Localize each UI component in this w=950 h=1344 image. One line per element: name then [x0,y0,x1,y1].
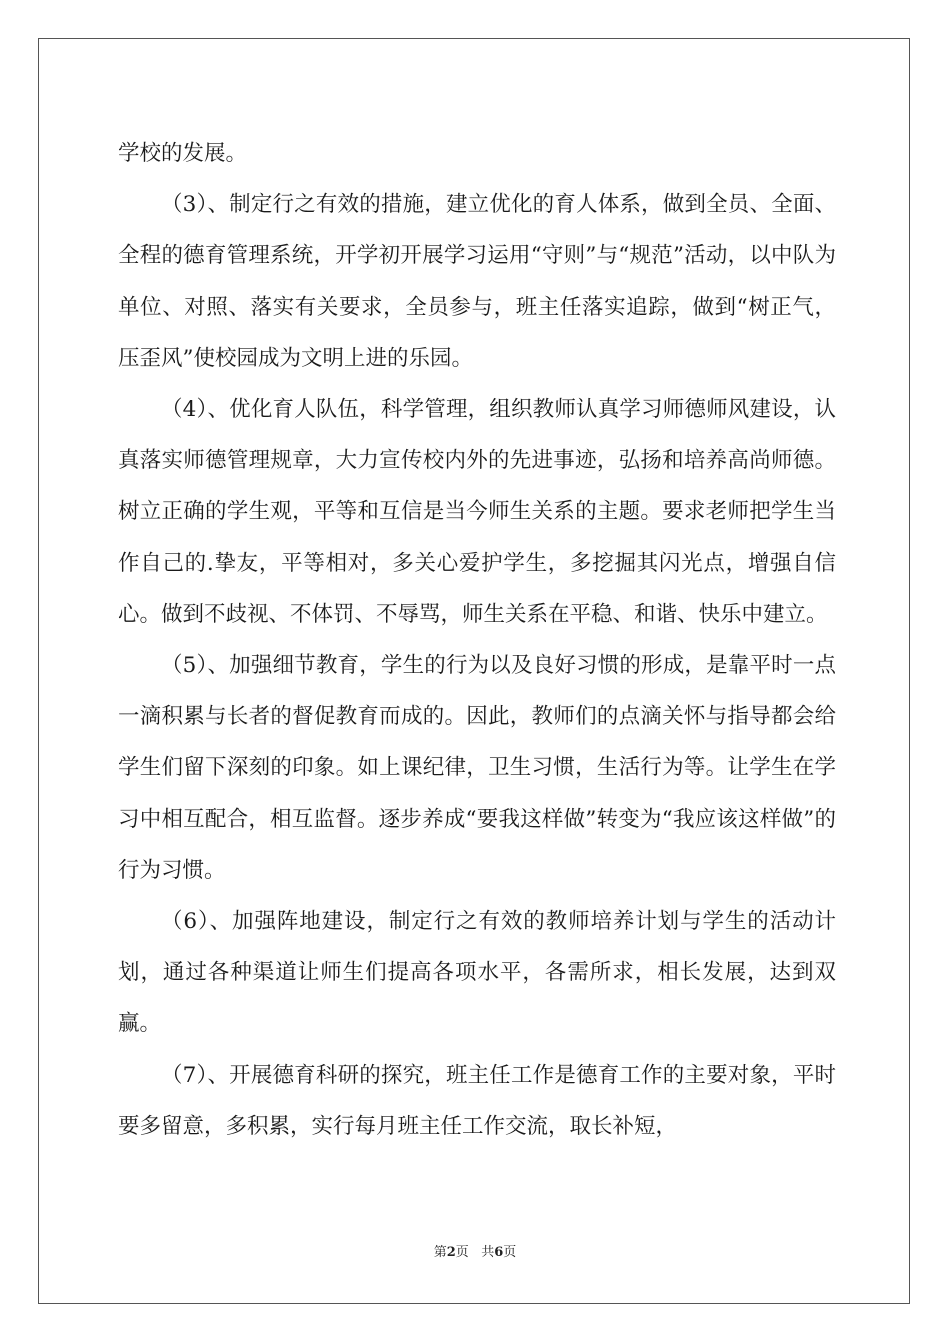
page-number: 2 [446,1245,456,1260]
page-footer [0,1244,950,1262]
paragraph-item-5: （5）、加强细节教育，学生的行为以及良好习惯的形成，是靠平时一点一滴积累与长者的督促教育而成的。因此，教师们的点滴关怀与指导都会给学生们留下深刻的印象。如上课纪律，卫生习惯，生活行为等。让学生在学习中相互配合，相互监督。逐步养成“要我这样做”转变为“我应该这样做”的行为习惯。 [118,653,836,883]
total-suffix: 页 [503,1245,517,1260]
paragraph-item-7: （7）、开展德育科研的探究，班主任工作是德育工作的主要对象，平时要多留意，多积累，实行每月班主任工作交流，取长补短， [118,1062,836,1139]
paragraph-item-4: （4）、优化育人队伍，科学管理，组织教师认真学习师德师风建设，认真落实师德管理规章，大力宣传校内外的先进事迹，弘扬和培养高尚师德。树立正确的学生观，平等和互信是当今师生关系的主题。要求老师把学生当作自己的.挚友，平等相对，多关心爱护学生，多挖掘其闪光点，增强自信心。做到不歧视、不体罚、不辱骂，师生关系在平稳、和谐、快乐中建立。 [118,397,836,627]
document-body [118,128,836,1152]
page-prefix: 第 [433,1245,447,1260]
paragraph-item-6: （6）、加强阵地建设，制定行之有效的教师培养计划与学生的活动计划，通过各种渠道让师生们提高各项水平，各需所求，相长发展，达到双赢。 [118,909,836,1037]
paragraph-item-3: （3）、制定行之有效的措施，建立优化的育人体系，做到全员、全面、全程的德育管理系统，开学初开展学习运用“守则”与“规范”活动，以中队为单位、对照、落实有关要求，全员参与，班主任落实追踪，做到“树正气，压歪风”使校园成为文明上进的乐园。 [118,192,836,371]
paragraph-continuation: 学校的发展。 [118,141,248,166]
page-suffix: 页 [455,1245,469,1260]
total-prefix: 共 [481,1245,495,1260]
total-pages: 6 [494,1245,504,1260]
